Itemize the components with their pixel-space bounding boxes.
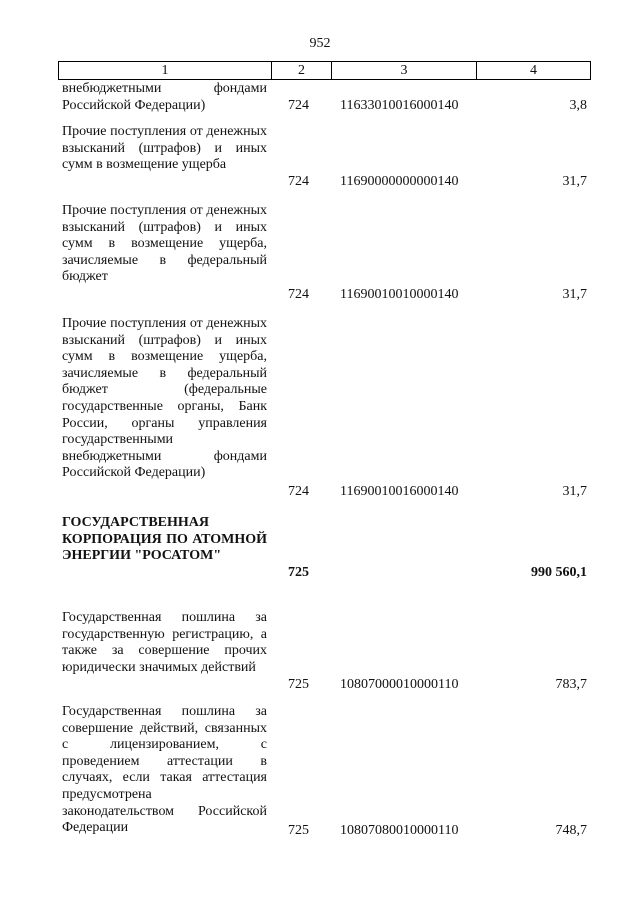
table-row: [0, 81, 640, 115]
table-row: [0, 203, 640, 304]
row-sum: 31,7: [562, 174, 587, 190]
table-row: [0, 316, 640, 501]
table-row-section: [0, 515, 640, 582]
row-sum: 990 560,1: [531, 565, 587, 581]
row-name: Государственная пошлина за государственную регистрацию, а также за совершение прочих юридически значимых действий: [62, 610, 267, 675]
row-admin-code: 724: [288, 98, 309, 114]
row-budget-code: 11690010016000140: [340, 484, 459, 500]
table-header: [58, 61, 591, 80]
row-admin-code: 724: [288, 174, 309, 190]
row-admin-code: 725: [288, 823, 309, 839]
row-admin-code: 725: [288, 677, 309, 693]
row-budget-code: 11690010010000140: [340, 287, 459, 303]
page-number: 952: [309, 36, 331, 51]
row-name: ГОСУДАРСТВЕННАЯ КОРПОРАЦИЯ ПО АТОМНОЙ ЭНЕРГИИ "РОСАТОМ": [62, 515, 267, 564]
row-budget-code: 11633010016000140: [340, 98, 459, 114]
row-name: Прочие поступления от денежных взысканий (штрафов) и иных сумм в возмещение ущерба: [62, 124, 267, 173]
row-admin-code: 724: [288, 287, 309, 303]
header-col-name: 1: [59, 62, 272, 79]
row-sum: 31,7: [562, 484, 587, 500]
header-col-sum: 4: [530, 63, 537, 78]
row-name: Прочие поступления от денежных взысканий (штрафов) и иных сумм в возмещение ущерба, зачисляемые в федеральный бюджет: [62, 203, 267, 285]
header-col-code: 2: [272, 62, 332, 79]
row-sum: 31,7: [562, 287, 587, 303]
table-row: [0, 610, 640, 694]
row-budget-code: 10807000010000110: [340, 677, 459, 693]
row-sum: 3,8: [569, 98, 587, 114]
row-sum: 748,7: [555, 823, 587, 839]
row-name: Государственная пошлина за совершение действий, связанных с лицензированием, с проведением аттестации в случаях, если такая аттестация предусмотрена законодательством Российской Федерации: [62, 704, 267, 836]
row-budget-code: 10807080010000110: [340, 823, 459, 839]
row-admin-code: 724: [288, 484, 309, 500]
table-row: [0, 124, 640, 191]
row-admin-code: 725: [288, 565, 309, 581]
row-budget-code: 11690000000000140: [340, 174, 459, 190]
row-sum: 783,7: [555, 677, 587, 693]
table-row: [0, 704, 640, 840]
row-name: внебюджетными фондами Российской Федерации): [62, 81, 267, 113]
row-name: Прочие поступления от денежных взысканий (штрафов) и иных сумм в возмещение ущерба, зачисляемые в федеральный бюджет (федеральные государственные органы, Банк России, органы управления государственными внебюджетными фондами Российской Федерации): [62, 316, 267, 481]
header-col-kbk: 3: [332, 62, 477, 79]
